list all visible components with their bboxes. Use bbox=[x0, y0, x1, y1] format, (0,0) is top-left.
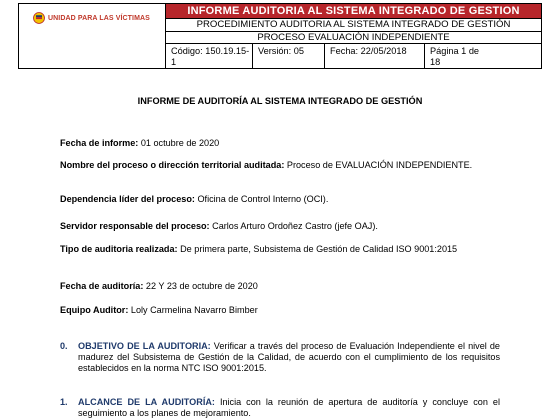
field-label: Tipo de auditoria realizada: bbox=[60, 244, 178, 254]
organization-logo bbox=[33, 12, 150, 24]
document-code: Código: 150.19.15-1 bbox=[171, 46, 250, 67]
field-value: 01 octubre de 2020 bbox=[138, 138, 220, 148]
field-label: Equipo Auditor: bbox=[60, 305, 129, 315]
lead-department-field bbox=[60, 194, 500, 205]
document-header bbox=[18, 3, 542, 76]
field-label: Fecha de auditoría: bbox=[60, 281, 144, 291]
procedure-name: PROCEDIMIENTO AUDITORIA AL SISTEMA INTEGRADO DE GESTIÓN bbox=[166, 19, 541, 32]
responsible-officer-field bbox=[60, 221, 500, 232]
report-date-field bbox=[60, 138, 500, 149]
section-heading: OBJETIVO DE LA AUDITORIA: bbox=[78, 341, 211, 351]
seal-icon bbox=[33, 12, 45, 24]
section-heading: ALCANCE DE LA AUDITORÍA: bbox=[78, 397, 215, 407]
field-value: 22 Y 23 de octubre de 2020 bbox=[143, 281, 258, 291]
section-text: Verificar a través del proceso de Evaluación Independiente el nivel de madurez del Subsistema de Gestión de la Calidad, de acuerdo con el cumplimiento de los requisitos establecidos en la norma NTC ISO 9001:2015. bbox=[78, 341, 500, 373]
field-value: Proceso de EVALUACIÓN INDEPENDIENTE. bbox=[284, 160, 473, 170]
page-number: Página 1 de 18 bbox=[424, 44, 482, 68]
document-date: Fecha: 22/05/2018 bbox=[324, 44, 424, 68]
field-value: Loly Carmelina Navarro Bimber bbox=[128, 305, 258, 315]
field-value: Carlos Arturo Ordoñez Castro (jefe OAJ). bbox=[209, 221, 378, 231]
audit-date-field bbox=[60, 281, 500, 292]
report-header-title: INFORME AUDITORIA AL SISTEMA INTEGRADO DE GESTION bbox=[166, 3, 542, 19]
audit-team-field bbox=[60, 305, 500, 316]
section-body bbox=[78, 397, 500, 419]
field-value: De primera parte, Subsistema de Gestión de Calidad ISO 9001:2015 bbox=[177, 244, 458, 254]
logo-cell bbox=[18, 3, 166, 69]
field-value: Oficina de Control Interno (OCI). bbox=[194, 194, 329, 204]
procedure-row bbox=[166, 19, 542, 43]
field-label: Servidor responsable del proceso: bbox=[60, 221, 210, 231]
section-body bbox=[78, 341, 500, 374]
audit-type-field bbox=[60, 244, 500, 255]
document-metadata-row bbox=[166, 43, 542, 69]
section-number: 1. bbox=[60, 397, 68, 407]
field-label: Dependencia líder del proceso: bbox=[60, 194, 195, 204]
section-text: Inicia con la reunión de apertura de auditoría y concluye con el seguimiento a los planes de mejoramiento. bbox=[78, 397, 500, 418]
page-title: INFORME DE AUDITORÍA AL SISTEMA INTEGRADO DE GESTIÓN bbox=[137, 96, 423, 106]
section-number: 0. bbox=[60, 341, 68, 351]
audited-process-field bbox=[60, 160, 500, 171]
field-label: Fecha de informe: bbox=[60, 138, 139, 148]
field-label: Nombre del proceso o dirección territorial auditada: bbox=[60, 160, 285, 170]
process-name: PROCESO EVALUACIÓN INDEPENDIENTE bbox=[257, 31, 450, 43]
logo-text: UNIDAD PARA LAS VÍCTIMAS bbox=[48, 14, 150, 22]
section-objective bbox=[60, 341, 500, 374]
section-scope bbox=[60, 397, 500, 419]
document-version: Versión: 05 bbox=[252, 44, 324, 68]
